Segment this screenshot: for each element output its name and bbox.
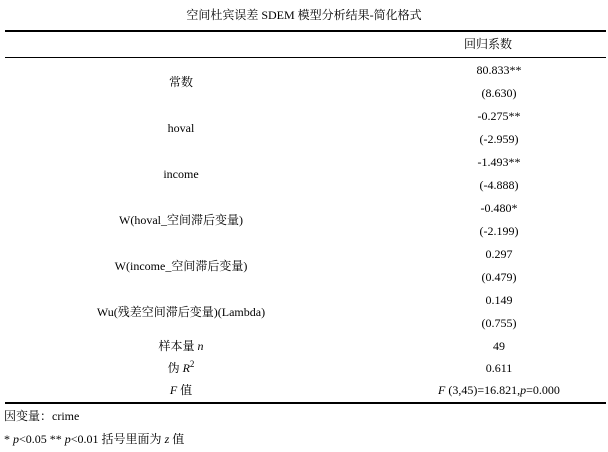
sample-size-value: 49 [493,339,505,353]
table-title: 空间杜宾误差 SDEM 模型分析结果-简化格式 [186,8,422,22]
coef-value: -0.480* [480,201,518,215]
f-test-value: F (3,45)=16.821,p=0.000 [438,383,560,397]
coef-value: 0.297 [485,247,513,261]
row-label: W(hoval_空间滞后变量) [119,213,243,227]
z-value: (-4.888) [479,178,519,192]
pseudo-r2-value: 0.611 [485,361,513,375]
z-value: (0.479) [481,270,517,284]
dependent-variable-note: 因变量：crime [4,409,80,423]
z-value: (0.755) [481,316,517,330]
bottom-rule [5,402,606,404]
z-value: (-2.959) [479,132,519,146]
top-rule [5,30,606,32]
row-label: Wu(残差空间滞后变量)(Lambda) [96,305,266,319]
coef-value: -1.493** [477,155,521,169]
column-header: 回归系数 [463,37,512,51]
row-label: 常数 [168,75,193,89]
row-label: W(income_空间滞后变量) [114,259,248,273]
z-value: (-2.199) [479,224,519,238]
sample-size-label: 样本量 n [158,339,204,353]
z-value: (8.630) [481,86,517,100]
row-label: hoval [167,121,195,135]
header-rule [5,57,606,58]
coef-value: -0.275** [477,109,521,123]
coef-value: 0.149 [485,293,513,307]
f-test-label: F 值 [169,383,193,397]
pseudo-r2-label: 伪 $R^2$ [167,359,195,375]
coef-value: 80.833** [476,63,522,77]
significance-note: * p<0.05 ** p<0.01 括号里面为 z 值 [4,432,185,446]
row-label: income [163,167,199,181]
